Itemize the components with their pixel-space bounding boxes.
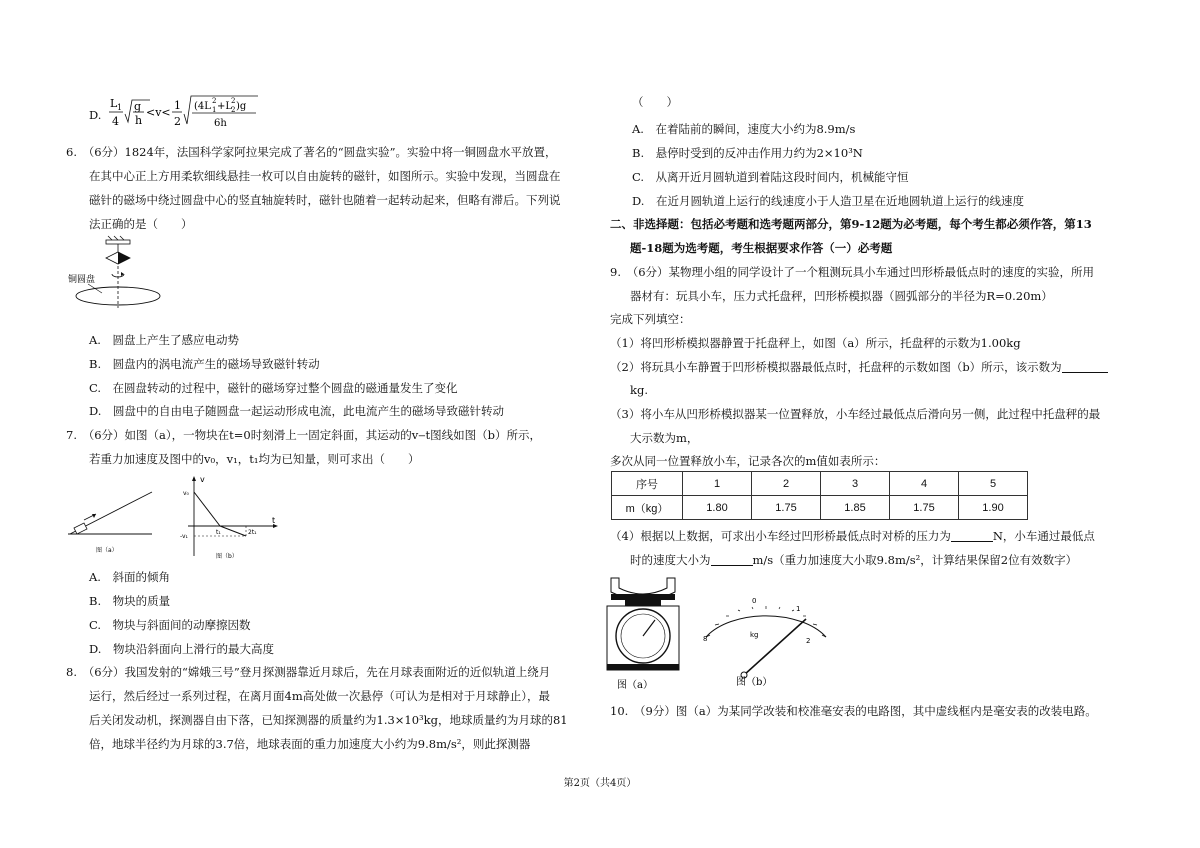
formula-2: 2: [174, 115, 181, 128]
svg-text:2: 2: [212, 97, 217, 105]
table-row: [612, 496, 1028, 520]
dial-label-1: 1: [796, 605, 801, 613]
dial-pointer: [744, 619, 806, 675]
formula-num-a: (4L: [194, 101, 211, 112]
svg-text:2: 2: [231, 97, 236, 105]
answer-blank-3[interactable]: [711, 553, 753, 566]
q7-option-c: C. 物块与斜面间的动摩擦因数: [89, 618, 251, 632]
table-cell: 1.75: [752, 496, 821, 520]
table-cell: 3: [821, 472, 890, 496]
q9-step-4-text: （4）根据以上数据，可求出小车经过凹形桥最低点时对桥的压力为: [610, 529, 951, 543]
q9-table-intro: 多次从同一位置释放小车，记录各次的m值如表所示：: [610, 454, 886, 468]
axis-t: t: [272, 516, 276, 525]
q6-option-d: D. 圆盘中的自由电子随圆盘一起运动形成电流，此电流产生的磁场导致磁针转动: [89, 404, 504, 418]
table-cell: 序号: [612, 472, 683, 496]
q8-line-3: 后关闭发动机，探测器自由下落，已知探测器的质量约为1.3×10³kg，地球质量约为月球的81: [89, 713, 568, 727]
table-cell: 2: [752, 472, 821, 496]
q9-step-4-b-text: 时的速度大小为: [630, 553, 711, 567]
label-2t1: 2t₁: [248, 529, 257, 536]
q8-option-b: B. 悬停时受到的反冲击作用力约为2×10³N: [632, 146, 863, 160]
section-2-heading-2: 题-18题为选考题，考生根据要求作答（一）必考题: [630, 241, 893, 255]
scale-figure-a: [603, 574, 683, 694]
q8-line-4: 倍，地球半径约为月球的3.7倍，地球表面的重力加速度大小约为9.8m/s²，则此探测器: [89, 737, 531, 751]
formula-4: 4: [112, 115, 119, 128]
table-cell: 4: [890, 472, 959, 496]
q6-line-2: 在其中心正上方用柔软细线悬挂一枚可以自由旋转的磁针，如图所示。实验中发现，当圆盘在: [89, 169, 561, 183]
q8-option-c: C. 从离开近月圆轨道到着陆这段时间内，机械能守恒: [632, 170, 909, 184]
q9-step-4-text-2: N，小车通过最低点: [992, 529, 1095, 543]
dial-label-2: 2: [806, 637, 811, 645]
block: [74, 523, 87, 534]
formula-g: g: [134, 100, 142, 113]
table-cell: 1.90: [959, 496, 1028, 520]
fig-a-caption: 图（a）: [96, 547, 118, 554]
page-footer: 第2页（共4页）: [563, 778, 637, 789]
q6-line-1: 6. （6分）1824年，法国科学家阿拉果完成了著名的“圆盘实验”。实验中将一铜圆盘水平放置，: [66, 145, 557, 159]
copper-disc-figure: [66, 236, 176, 316]
q9-step-2-text: （2）将玩具小车静置于凹形桥模拟器最低点时，托盘秤的示数如图（b）所示，该示数为: [610, 360, 1062, 374]
label-v1: -v₁: [180, 533, 188, 540]
svg-text:1: 1: [212, 106, 217, 114]
q9-step-4-a: [610, 528, 1095, 544]
axis-v: v: [200, 475, 205, 484]
q9-step-3-a: （3）将小车从凹形桥模拟器某一位置释放，小车经过最低点后滑向另一侧，此过程中托盘秤的最: [610, 407, 1101, 421]
q8-option-d: D. 在近月圆轨道上运行的线速度小于人造卫星在近地圆轨道上运行的线速度: [632, 194, 1024, 208]
q9-step-3-b: 大示数为m，: [630, 431, 699, 445]
q6-option-b: B. 圆盘内的涡电流产生的磁场导致磁针转动: [89, 357, 320, 371]
q6-option-c: C. 在圆盘转动的过程中，磁针的磁场穿过整个圆盘的磁通量发生了变化: [89, 381, 458, 395]
formula-num-b: +L: [217, 101, 233, 112]
q9-step-2-unit: kg.: [630, 383, 648, 397]
table-cell: 1: [683, 472, 752, 496]
table-cell: 5: [959, 472, 1028, 496]
dial-label-0: 0: [752, 597, 757, 605]
q7-option-b: B. 物块的质量: [89, 594, 171, 608]
q6-line-4: 法正确的是（ ）: [89, 217, 193, 231]
label-v0: v₀: [183, 490, 189, 497]
formula-num-c: )g: [236, 101, 247, 112]
table-cell: 1.80: [683, 496, 752, 520]
q6-option-a: A. 圆盘上产生了感应电动势: [89, 333, 239, 347]
table-header-row: [612, 472, 1028, 496]
fig-b-caption: 图（b）: [216, 553, 238, 560]
q8-answer-paren: （ ）: [632, 95, 678, 109]
q10-line-1: 10. （9分）图（a）为某同学改装和校准毫安表的电路图，其中虚线框内是毫安表的改装电路。: [610, 704, 1097, 718]
formula-l-sub: 1: [117, 103, 123, 112]
q8-line-1: 8. （6分）我国发射的“嫦娥三号”登月探测器靠近月球后，先在月球表面附近的近似轨道上绕月: [66, 665, 551, 679]
answer-blank-2[interactable]: [951, 529, 993, 542]
fig-a-caption: 图（a）: [617, 680, 653, 691]
incline-figure-a: [66, 490, 156, 560]
q5-formula: [108, 94, 288, 134]
formula-l: L: [110, 97, 118, 110]
mass-table: [611, 471, 1028, 520]
section-2-heading-1: 二、非选择题：包括必考题和选考题两部分，第9-12题为必考题，每个考生都必须作答，第13: [610, 217, 1092, 231]
svg-text:2: 2: [231, 106, 236, 114]
dial-figure-b: [700, 597, 840, 687]
option-label: D.: [89, 108, 102, 122]
answer-blank-1[interactable]: [1062, 360, 1108, 373]
copper-disc-label: 铜圆盘: [68, 275, 96, 285]
formula-middle: <v<: [146, 106, 171, 119]
vt-graph-figure-b: [180, 474, 280, 564]
fig-b-caption: 图（b）: [736, 677, 773, 688]
q6-line-3: 磁针的磁场中绕过圆盘中心的竖直轴旋转时，磁针也随着一起转动起来，但略有滞后。下列说: [89, 193, 561, 207]
dial-label-8: 8: [703, 635, 708, 643]
table-cell: 1.85: [821, 496, 890, 520]
formula-1: 1: [174, 99, 181, 112]
q8-option-a: A. 在着陆前的瞬间，速度大小约为8.9m/s: [632, 122, 856, 136]
formula-h: h: [135, 114, 143, 127]
table-cell: 1.75: [890, 496, 959, 520]
q9-line-2: 器材有：玩具小车，压力式托盘秤，凹形桥模拟器（圆弧部分的半径为R=0.20m）: [630, 289, 1053, 303]
q9-fill-prompt: 完成下列填空：: [610, 312, 691, 326]
q7-line-1: 7. （6分）如图（a），一物块在t=0时刻滑上一固定斜面，其运动的v‒t图线如图（b）所示，: [66, 428, 542, 442]
table-cell: m（kg）: [612, 496, 683, 520]
q9-step-2: [610, 359, 1108, 375]
q7-line-2: 若重力加速度及图中的v₀，v₁，t₁均为已知量，则可求出（ ）: [89, 452, 420, 466]
q9-step-4-b-text-2: m/s（重力加速度大小取9.8m/s²，计算结果保留2位有效数字）: [752, 553, 1078, 567]
label-t1: t₁: [216, 529, 221, 536]
q7-option-a: A. 斜面的倾角: [89, 570, 170, 584]
q7-option-d: D. 物块沿斜面向上滑行的最大高度: [89, 642, 274, 656]
formula-6h: 6h: [214, 118, 227, 129]
q9-line-1: 9. （6分）某物理小组的同学设计了一个粗测玩具小车通过凹形桥最低点时的速度的实验，所用: [610, 265, 1095, 279]
q9-step-1: （1）将凹形桥模拟器静置于托盘秤上，如图（a）所示，托盘秤的示数为1.00kg: [610, 336, 1021, 350]
q9-step-4-b: [630, 552, 1077, 568]
dial-unit-kg: kg: [750, 631, 759, 639]
q8-line-2: 运行，然后经过一系列过程，在离月面4m高处做一次悬停（可认为是相对于月球静止），最: [89, 689, 550, 703]
